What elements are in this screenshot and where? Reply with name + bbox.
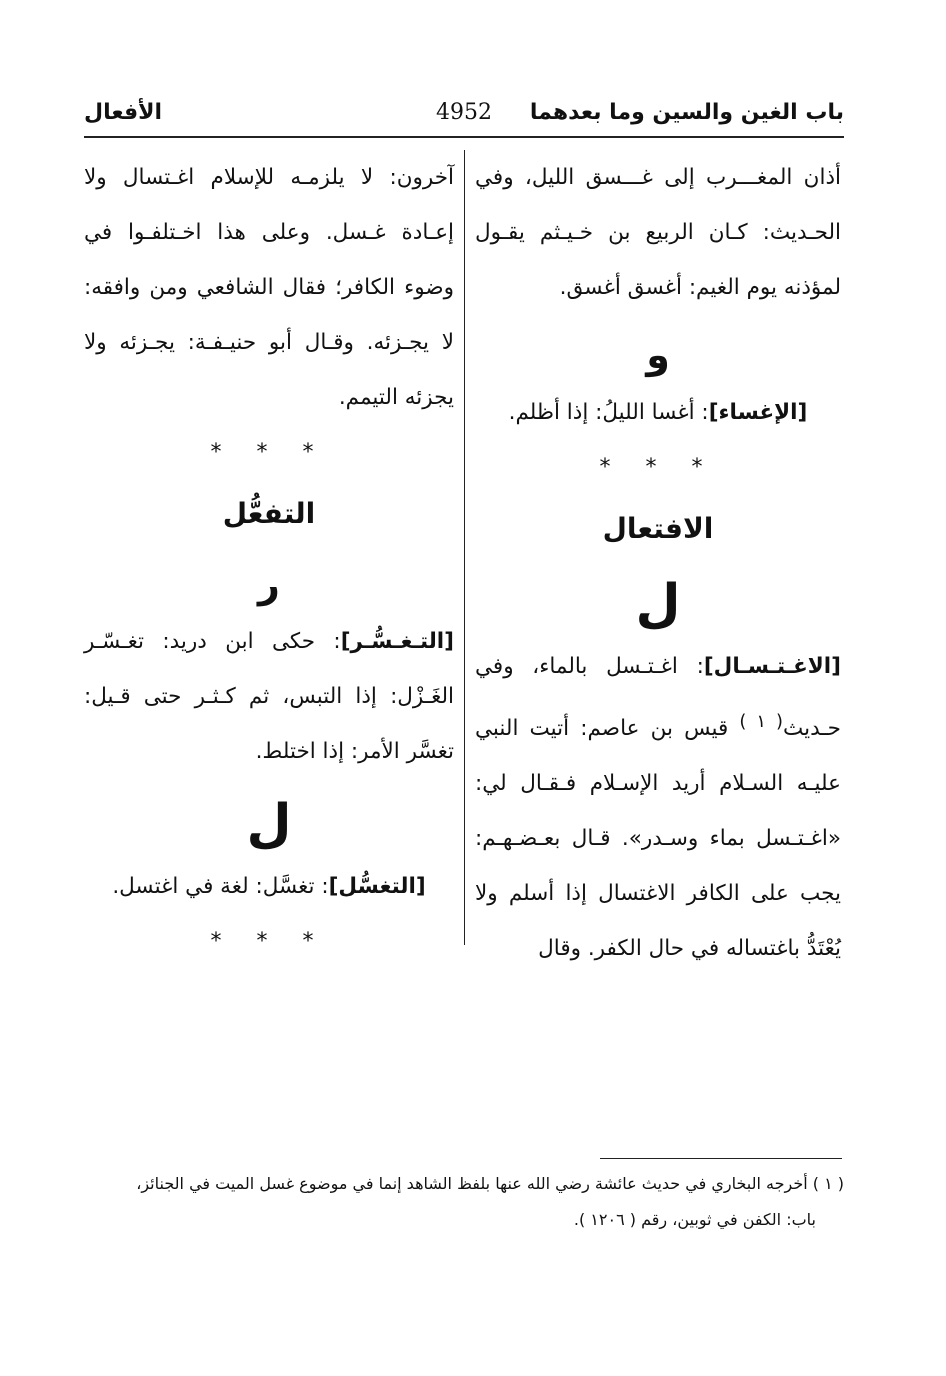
footnote-ref: ( ١ ) — [739, 711, 783, 732]
separator-stars: * * * — [210, 929, 328, 954]
letter-heading: ل — [635, 574, 681, 634]
column-separator — [464, 150, 465, 945]
entry-text: قيس بن عاصم: أتيت النبي عليـه السـلام أريد الإسـلام فـقـال لي: «اغـتـسل بماء وسـدر». قـال بعـضـهـم: يجب على الكافر الاغتسال إذا أسلم ولا يُعْتَدُّ باغتساله في حال الكفر. وقال — [475, 716, 841, 962]
footnote-continuation: باب: الكفن في ثوبين، رقم ( ١٢٠٦ ). — [573, 1210, 816, 1229]
entry-text: : أغسا الليلُ: إذا أظلم. — [508, 400, 709, 425]
letter-heading: ل — [246, 794, 292, 854]
left-column — [84, 150, 454, 969]
section-heading: التفعُّل — [222, 497, 316, 530]
footnote: ( ١ ) أخرجه البخاري في حديث عائشة رضي الله عنها بلفظ الشاهد إنما في موضوع غسل الميت في الجنائز، — [136, 1174, 844, 1193]
separator-stars: * * * — [599, 455, 717, 480]
right-column — [475, 150, 841, 976]
entry-text: : تغسَّل: لغة في اغتسل. — [112, 874, 329, 899]
letter-heading: و — [646, 333, 670, 377]
entry — [84, 614, 454, 779]
section-heading: الافتعال — [602, 512, 714, 545]
header-rule — [84, 136, 844, 138]
entry — [475, 385, 841, 440]
entry-keyword: [التغسُّل] — [328, 874, 426, 899]
running-head — [84, 100, 844, 132]
paragraph: آخرون: لا يلزمـه للإسلام اغـتسال ولا إعـادة غـسل. وعلى هذا اخـتلفـوا في وضوء الكافر؛ فقال الشافعي ومن وافقه: لا يجـزئه. وقـال أبو حنيـفـة: يجـزئه ولا يجزئه التيمم. — [84, 165, 454, 410]
paragraph: أذان المغـــرب إلى غـــسق الليل، وفي الحـديث: كـان الربيع بن خـيـثم يقـول لمؤذنه يوم الغيم: أغسق أغسق. — [475, 165, 841, 300]
chapter-title: باب الغين والسين وما بعدهما — [529, 100, 844, 125]
footnotes — [84, 1166, 844, 1238]
section-title-header: الأفعال — [84, 100, 163, 125]
page-number: 4952 — [436, 100, 492, 125]
entry-keyword: [الاغـتـسـال] — [703, 654, 841, 679]
entry — [475, 639, 841, 976]
footnote-rule — [600, 1158, 842, 1159]
letter-heading: ر — [258, 562, 280, 606]
entry-text: : حكى ابن دريد: تغـسّـر الغَـزْل: إذا التبس، ثم كـثـر حتى قـيل: تغسَّر الأمر: إذا اختلط. — [84, 629, 454, 764]
entry-text: : اغـتـسل بالماء، وفي حـديث — [475, 654, 841, 742]
entry-keyword: [التـغـسُّـر] — [340, 629, 454, 654]
entry — [84, 859, 454, 914]
separator-stars: * * * — [210, 440, 328, 465]
entry-keyword: [الإغساء] — [708, 400, 808, 425]
